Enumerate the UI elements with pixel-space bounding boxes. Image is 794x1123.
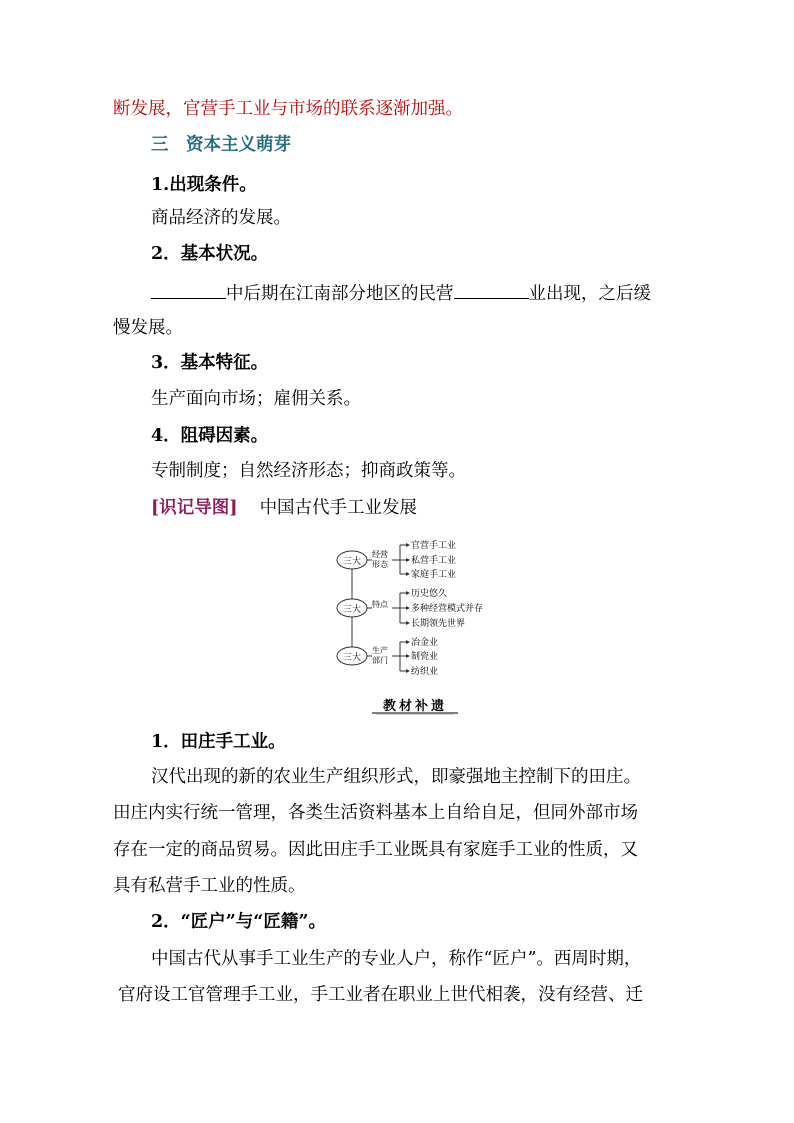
section-title: 三 资本主义萌芽 [151,135,291,155]
supp-2-label: 2．“匠户”与“匠籍”。 [151,912,326,932]
item-1-text: 商品经济的发展。 [151,208,291,228]
item-3-text: 生产面向市场；雇佣关系。 [151,389,361,409]
branch-3-label-1: 生产 [372,646,388,655]
leaf-2-3: 长期领先世界 [411,619,466,629]
blank-1[interactable] [151,284,226,299]
mindmap-title: 中国古代手工业发展 [259,498,418,518]
item-2-label: 2．基本状况。 [151,244,269,264]
supplement-banner [372,693,458,715]
supp-1-line-4: 具有私营手工业的性质。 [113,876,306,896]
leaf-1-2: 私营手工业 [411,556,457,566]
banner-text: 教材补遗 [382,699,447,714]
branch-3-label-2: 部门 [372,656,388,665]
leaf-1-3: 家庭手工业 [411,570,457,580]
item-1-label: 1.出现条件。 [151,175,257,195]
item-2-text-part2: 业出现，之后缓 [528,284,651,304]
supp-1-line-1: 汉代出现的新的农业生产组织形式，即豪强地主控制下的田庄。 [151,767,641,787]
supp-1-line-3: 存在一定的商品贸易。因此田庄手工业既具有家庭手工业的性质，又 [113,840,638,860]
branch-2 [337,587,483,629]
item-4-text: 专制制度；自然经济形态；抑商政策等。 [151,461,466,481]
item-2-text [151,284,651,304]
leaf-2-1: 历史悠久 [411,589,448,599]
leaf-1-1: 官营手工业 [411,541,457,551]
supp-2-line-2: 官府设工官管理手工业，手工业者在职业上世代相袭，没有经营、迁 [118,985,643,1005]
leaf-2-2: 多种经营模式并存 [411,604,484,614]
mindmap-heading [151,500,417,518]
item-3-label: 3．基本特征。 [151,353,269,373]
node-2-text: 三大 [342,605,362,615]
branch-1 [337,539,456,580]
branch-1-label-2: 形态 [372,560,388,569]
item-2-text-part1: 中后期在江南部分地区的民营 [226,284,454,304]
node-1-text: 三大 [342,557,362,567]
node-3-text: 三大 [342,653,362,663]
blank-2[interactable] [454,284,529,299]
supp-2-line-1: 中国古代从事手工业生产的专业人户，称作“匠户”。西周时期， [151,949,642,969]
supp-1-label: 1．田庄手工业。 [151,732,286,752]
branch-2-label-1: 特点 [372,600,388,609]
leaf-3-1: 冶金业 [411,638,439,648]
mindmap-diagram [334,532,514,682]
supp-1-line-2: 田庄内实行统一管理，各类生活资料基本上自给自足，但同外部市场 [113,803,638,823]
leaf-3-3: 纺织业 [411,667,439,677]
intro-line: 断发展，官营手工业与市场的联系逐渐加强。 [113,99,463,119]
item-4-label: 4．阻碍因素。 [151,426,269,446]
mindmap-tag: [识记导图] [151,498,238,518]
branch-1-label-1: 经营 [372,550,388,559]
item-2-text-cont: 慢发展。 [113,318,183,338]
leaf-3-2: 制瓷业 [411,652,439,662]
